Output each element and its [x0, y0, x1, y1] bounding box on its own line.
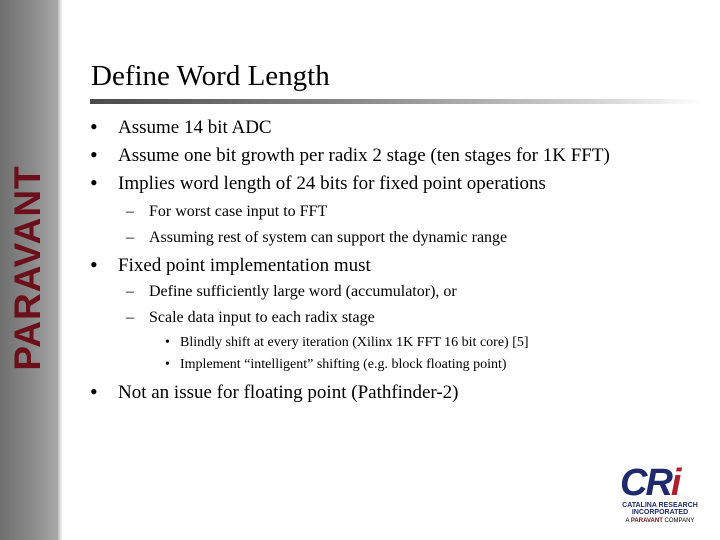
slide-title: Define Word Length [91, 60, 330, 92]
sidebar-edge [58, 0, 62, 540]
cri-logo-company: A PARAVANT COMPANY [625, 518, 695, 524]
small-bullet-icon: • [165, 357, 170, 372]
dash-icon: – [126, 229, 134, 246]
dash-icon: – [126, 283, 134, 300]
bullet-icon: • [90, 114, 98, 139]
cri-logo-line1: CATALINA RESEARCH [622, 502, 698, 509]
subsub-bullet-intelligent-shift: Implement “intelligent” shifting (e.g. block floating point) [180, 357, 507, 372]
bullet-growth: Assume one bit growth per radix 2 stage (ten stages for 1K FFT) [118, 145, 610, 166]
bullet-floating-point: Not an issue for floating point (Pathfinder-2) [118, 382, 459, 403]
bullet-icon: • [90, 170, 98, 195]
bullet-icon: • [90, 379, 98, 404]
cri-logo [620, 462, 700, 532]
dash-icon: – [126, 309, 134, 326]
title-rule [90, 99, 702, 104]
sub-bullet-scale-data: Scale data input to each radix stage [149, 309, 375, 326]
bullet-icon: • [90, 252, 98, 277]
paravant-vertical-logo: PARAVANT [7, 165, 48, 371]
dash-icon: – [126, 203, 134, 220]
sub-bullet-dynamic-range: Assuming rest of system can support the dynamic range [149, 229, 508, 246]
cri-logo-line2: INCORPORATED [631, 509, 689, 516]
sub-bullet-large-word: Define sufficiently large word (accumulator), or [149, 283, 457, 300]
small-bullet-icon: • [165, 335, 170, 350]
bullet-fixed-point: Fixed point implementation must [118, 255, 371, 276]
bullet-adc: Assume 14 bit ADC [118, 117, 272, 138]
bullet-word-length: Implies word length of 24 bits for fixed point operations [118, 173, 546, 194]
bullet-icon: • [90, 142, 98, 167]
subsub-bullet-blind-shift: Blindly shift at every iteration (Xilinx 1K FFT 16 bit core) [5] [180, 335, 529, 350]
cri-logo-letters: CRi [620, 462, 680, 504]
sub-bullet-worst-case: For worst case input to FFT [149, 203, 328, 220]
